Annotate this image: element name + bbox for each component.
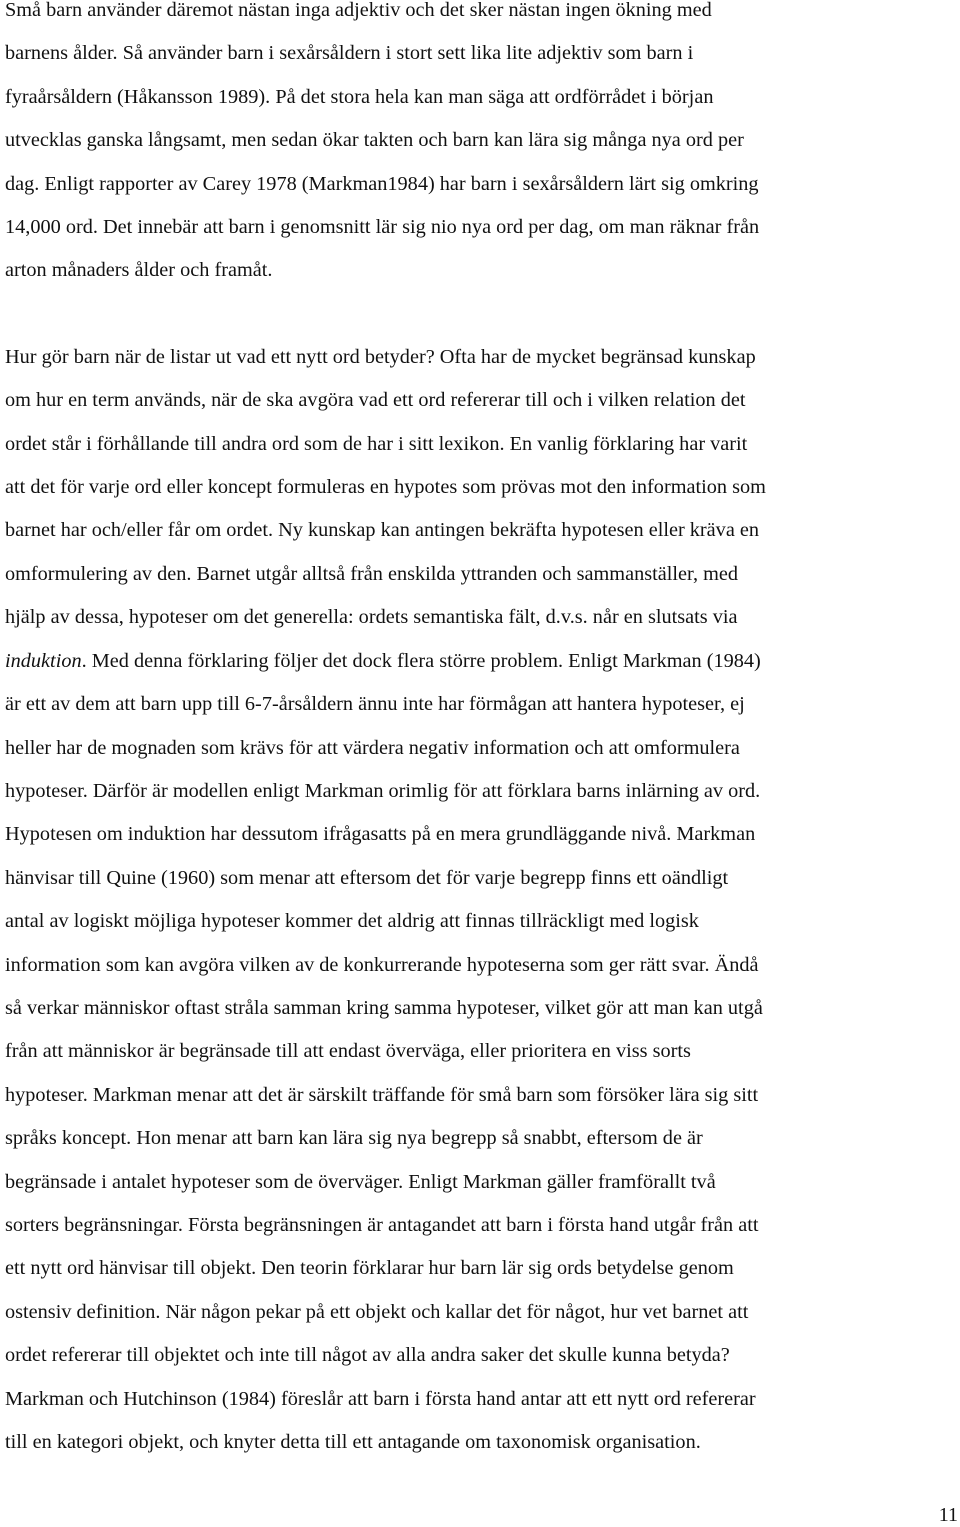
text-line: ordet står i förhållande till andra ord som de har i sitt lexikon. En vanlig förklaring har varit <box>5 432 748 455</box>
text-line: arton månaders ålder och framåt. <box>5 259 273 282</box>
paragraph-word-meaning <box>5 336 953 1465</box>
text-line: från att människor är begränsade till att endast överväga, eller prioritera en viss sorts <box>5 1040 691 1063</box>
text-line: utvecklas ganska långsamt, men sedan ökar takten och barn kan lära sig många nya ord per <box>5 129 744 152</box>
text-line: information som kan avgöra vilken av de konkurrerande hypoteserna som ger rätt svar. Ändå <box>5 953 759 976</box>
text-line: hänvisar till Quine (1960) som menar att eftersom det för varje begrepp finns ett oändligt <box>5 866 729 889</box>
text-line: omformulering av den. Barnet utgår alltså från enskilda yttranden och sammanställer, med <box>5 562 739 585</box>
text-line: begränsade i antalet hypoteser som de överväger. Enligt Markman gäller framförallt två <box>5 1170 716 1193</box>
text-line: ett nytt ord hänvisar till objekt. Den teorin förklarar hur barn lär sig ords betydelse genom <box>5 1257 734 1280</box>
document-page <box>5 0 953 1464</box>
text-line: heller har de mognaden som krävs för att värdera negativ information och att omformulera <box>5 736 740 759</box>
text-line: om hur en term används, när de ska avgöra vad ett ord refererar till och i vilken relation det <box>5 389 746 412</box>
text-line: Små barn använder däremot nästan inga adjektiv och det sker nästan ingen ökning med <box>5 0 712 21</box>
text-line: så verkar människor oftast stråla samman kring samma hypoteser, vilket gör att man kan utgå <box>5 996 763 1019</box>
text-line: 14,000 ord. Det innebär att barn i genomsnitt lär sig nio nya ord per dag, om man räknar från <box>5 216 760 239</box>
text-segment: . Med denna förklaring följer det dock flera större problem. Enligt Markman (1984) <box>81 649 761 672</box>
text-line: barnens ålder. Så använder barn i sexårsåldern i stort sett lika lite adjektiv som barn i <box>5 42 694 65</box>
text-line: ostensiv definition. När någon pekar på ett objekt och kallar det för något, hur vet barnet att <box>5 1300 749 1323</box>
text-line: Hypotesen om induktion har dessutom ifrågasatts på en mera grundläggande nivå. Markman <box>5 823 756 846</box>
text-line: barnet har och/eller får om ordet. Ny kunskap kan antingen bekräfta hypotesen eller kräva en <box>5 519 760 542</box>
text-line: hypoteser. Markman menar att det är särskilt träffande för små barn som försöker lära sig sitt <box>5 1083 759 1106</box>
text-line: sorters begränsningar. Första begränsningen är antagandet att barn i första hand utgår från att <box>5 1213 759 1236</box>
text-line: till en kategori objekt, och knyter detta till ett antagande om taxonomisk organisation. <box>5 1431 701 1453</box>
text-line: Hur gör barn när de listar ut vad ett nytt ord betyder? Ofta har de mycket begränsad kunskap <box>5 345 756 368</box>
text-line: fyraårsåldern (Håkansson 1989). På det stora hela kan man säga att ordförrådet i början <box>5 85 714 108</box>
text-line <box>5 640 953 683</box>
text-line: dag. Enligt rapporter av Carey 1978 (Markman1984) har barn i sexårsåldern lärt sig omkring <box>5 172 759 195</box>
text-line: är ett av dem att barn upp till 6-7-årsåldern ännu inte har förmågan att hantera hypoteser, ej <box>5 693 745 716</box>
page-number: 11 <box>938 1504 958 1526</box>
text-line: ordet refererar till objektet och inte till något av alla andra saker det skulle kunna betyda? <box>5 1344 730 1367</box>
text-line: hypoteser. Därför är modellen enligt Markman orimlig för att förklara barns inlärning av ord. <box>5 779 761 802</box>
italic-term: induktion <box>5 649 82 672</box>
text-line: antal av logiskt möjliga hypoteser kommer det aldrig att finnas tillräckligt med logisk <box>5 910 699 933</box>
text-line: att det för varje ord eller koncept formuleras en hypotes som prövas mot den information som <box>5 476 766 499</box>
text-line: Markman och Hutchinson (1984) föreslår att barn i första hand antar att ett nytt ord refererar <box>5 1387 756 1410</box>
text-line: hjälp av dessa, hypoteser om det generella: ordets semantiska fält, d.v.s. når en slutsats via <box>5 606 738 629</box>
paragraph-vocabulary-growth <box>5 0 953 293</box>
text-line: språks koncept. Hon menar att barn kan lära sig nya begrepp så snabbt, eftersom de är <box>5 1127 703 1150</box>
